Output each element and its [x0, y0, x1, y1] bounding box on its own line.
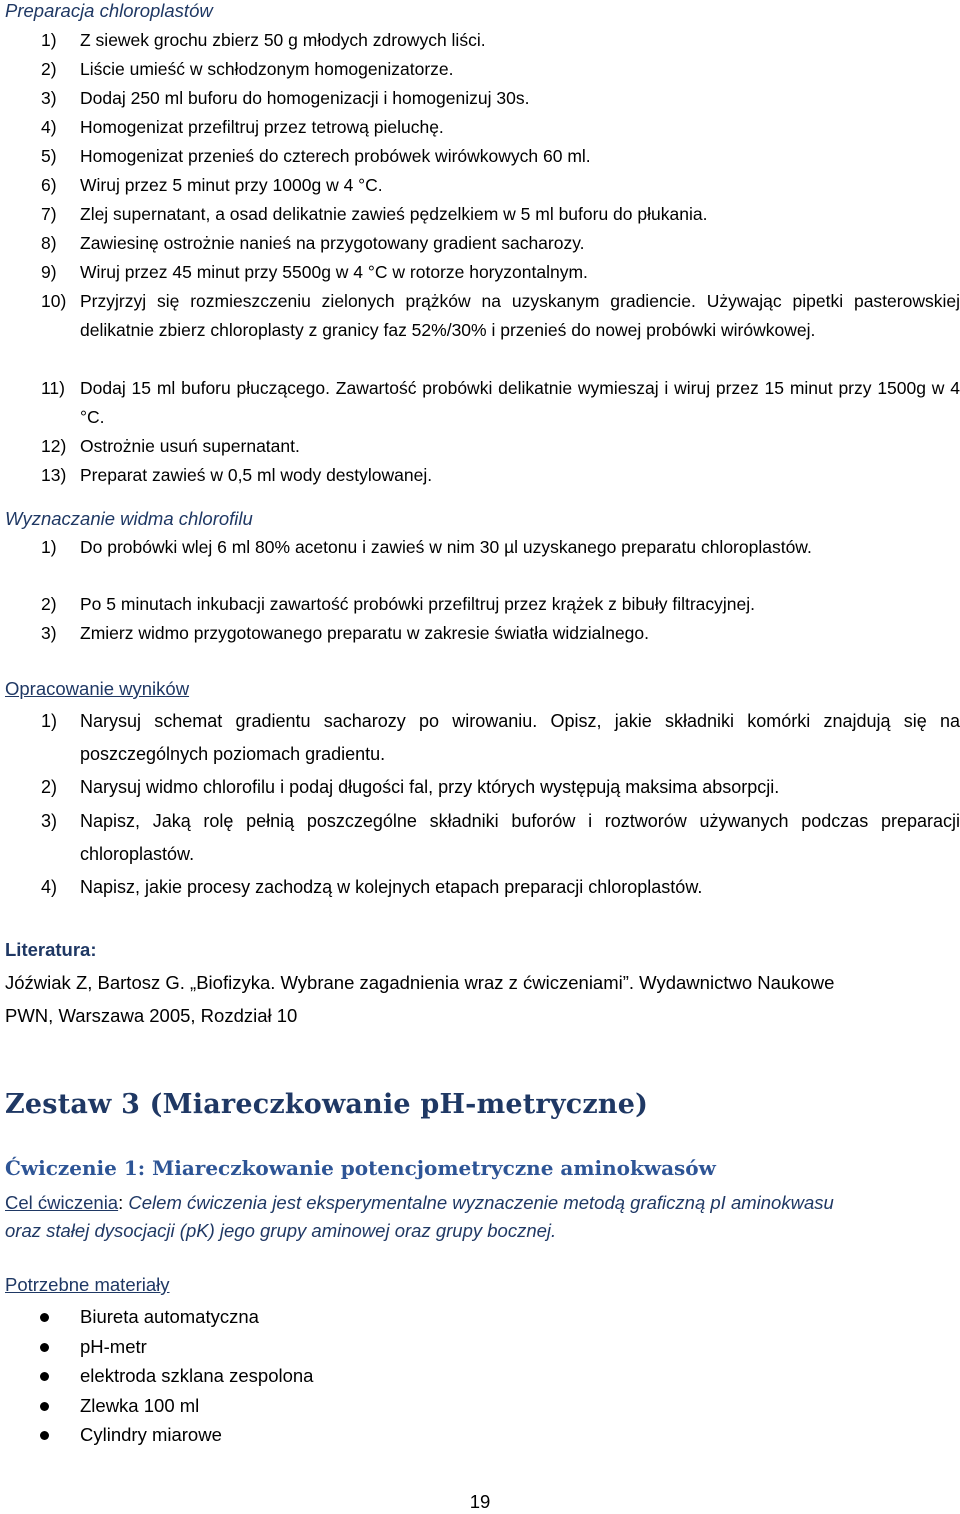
list-item: 12) Ostrożnie usuń supernatant. — [41, 436, 300, 456]
cwiczenie-heading: Ćwiczenie 1: Miareczkowanie potencjometryczne aminokwasów — [5, 1156, 716, 1180]
list-item: 10) Przyjrzyj się rozmieszczeniu zielonych prążków na uzyskanym gradiencie. Używając pipetki pasterowskiej delikatnie zbierz chloroplasty z granicy faz 52%/30% i przenieś do nowej probówki wirówkowej. — [41, 291, 960, 340]
bullet-icon — [40, 1313, 49, 1322]
literatura-line-1: Jóźwiak Z, Bartosz G. „Biofizyka. Wybrane zagadnienia wraz z ćwiczeniami”. Wydawnictwo Naukowe — [5, 972, 835, 993]
list-item: Zlewka 100 ml — [0, 1391, 313, 1421]
page-number: 19 — [469, 1491, 491, 1512]
bullet-icon — [40, 1402, 49, 1411]
literatura-reference — [5, 966, 960, 1032]
list-item: 8) Zawiesinę ostrożnie nanieś na przygotowany gradient sacharozy. — [41, 233, 585, 253]
cel-text-line-1: Celem ćwiczenia jest eksperymentalne wyznaczenie metodą graficzną pI aminokwasu — [128, 1192, 834, 1213]
list-item: 1) Do probówki wlej 6 ml 80% acetonu i zawieś w nim 30 µl uzyskanego preparatu chloroplastów. — [41, 537, 812, 557]
section-title-literatura: Literatura: — [5, 939, 97, 960]
bullet-icon — [40, 1372, 49, 1381]
bullet-icon — [40, 1343, 49, 1352]
list-item: elektroda szklana zespolona — [0, 1361, 313, 1391]
list-item: 6) Wiruj przez 5 minut przy 1000g w 4 °C. — [41, 175, 383, 195]
list-item: Biureta automatyczna — [0, 1302, 313, 1332]
list-item: 2) Narysuj widmo chlorofilu i podaj długości fal, przy których występują maksima absorpcji. — [41, 777, 780, 797]
list-item: 3) Dodaj 250 ml buforu do homogenizacji i homogenizuj 30s. — [41, 88, 530, 108]
list-item: 5) Homogenizat przenieś do czterech probówek wirówkowych 60 ml. — [41, 146, 591, 166]
literatura-line-2: PWN, Warszawa 2005, Rozdział 10 — [5, 1005, 298, 1026]
list-item: 4) Homogenizat przefiltruj przez tetrową pieluchę. — [41, 117, 444, 137]
list-item: 1) Z siewek grochu zbierz 50 g młodych zdrowych liści. — [41, 30, 486, 50]
cel-text-line-2: oraz stałej dysocjacji (pK) jego grupy aminowej oraz grupy bocznej. — [5, 1220, 557, 1241]
section-title-wyniki: Opracowanie wyników — [5, 678, 190, 699]
section-title-preparacja: Preparacja chloroplastów — [5, 0, 213, 21]
materialy-list — [0, 1302, 313, 1450]
list-item: 2) Liście umieść w schłodzonym homogenizatorze. — [41, 59, 454, 79]
wyniki-steps-list — [0, 705, 960, 905]
list-item: 3) Napisz, Jaką rolę pełnią poszczególne składniki buforów i roztworów używanych podczas preparacji chloroplastów. — [41, 811, 960, 864]
section-title-materialy: Potrzebne materiały — [5, 1274, 170, 1295]
list-item: 4) Napisz, jakie procesy zachodzą w kolejnych etapach preparacji chloroplastów. — [41, 877, 703, 897]
zestaw-heading: Zestaw 3 (Miareczkowanie pH-metryczne) — [5, 1089, 649, 1120]
section-title-widmo: Wyznaczanie widma chlorofilu — [5, 508, 253, 529]
preparacja-steps-list — [0, 26, 960, 490]
bullet-icon — [40, 1431, 49, 1440]
list-item: pH-metr — [0, 1332, 313, 1362]
list-item: 11) Dodaj 15 ml buforu płuczącego. Zawartość probówki delikatnie wymieszaj i wiruj przez 15 minut przy 1500g w 4 °C. — [41, 378, 960, 427]
list-item: 2) Po 5 minutach inkubacji zawartość probówki przefiltruj przez krążek z bibuły filtracyjnej. — [41, 594, 755, 614]
cel-colon: : — [118, 1192, 129, 1213]
list-item: 13) Preparat zawieś w 0,5 ml wody destylowanej. — [41, 465, 433, 485]
list-item: 1) Narysuj schemat gradientu sacharozy po wirowaniu. Opisz, jakie składniki komórki znajdują się na poszczególnych poziomach gradientu. — [41, 711, 960, 764]
list-item: 9) Wiruj przez 45 minut przy 5500g w 4 °C w rotorze horyzontalnym. — [41, 262, 588, 282]
list-item: 3) Zmierz widmo przygotowanego preparatu w zakresie światła widzialnego. — [41, 622, 650, 643]
list-item: 7) Zlej supernatant, a osad delikatnie zawieś pędzelkiem w 5 ml buforu do płukania. — [41, 204, 708, 224]
widmo-steps-list — [0, 533, 960, 647]
cel-cwiczenia — [5, 1189, 960, 1245]
cel-label: Cel ćwiczenia — [5, 1192, 119, 1213]
list-item: Cylindry miarowe — [0, 1420, 313, 1450]
